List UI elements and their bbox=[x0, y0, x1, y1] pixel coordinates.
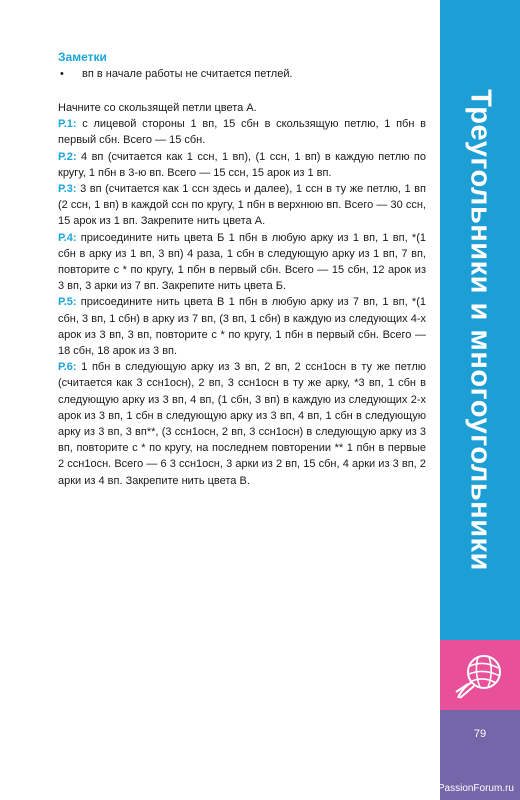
row-label: Р.1: bbox=[58, 118, 77, 131]
row-label: Р.4: bbox=[58, 231, 77, 244]
row-text: присоедините нить цвета В 1 пбн в любую арку из 7 вп, 1 вп, *(1 сбн, 3 вп, 1 сбн) в арку из 7 вп, (3 вп, 1 сбн) в каждую из следующих 4-х арок из 3 вп, 3 вп, повторите с * по кругу, 1 пбн в первый сбн. Всего — 18 сбн, 18 арок из 3 вп. bbox=[58, 296, 426, 358]
sidebar-icon-band bbox=[440, 640, 520, 710]
row-text: 1 пбн в следующую арку из 3 вп, 2 вп, 2 ссн1осн в ту же петлю (считается как 3 ссн1осн), 2 вп, 3 ссн1осн в ту же арку, *3 вп, 1 сбн в следующую арку из 3 вп, 4 вп, (1 сбн, 3 вп) в каждую из следующих 2-х арок из 3 вп, 1 сбн в следующую арку из 3 вп, 4 вп, 1 сбн в следующую арку из 3 вп, 3 вп**, (3 ссн1осн, 2 вп, 3 ссн1осн) в следующую арку из 3 вп, повторите с * по кругу, на последнем повторении ** 1 пбн в первые 2 ссн1осн. Всего — 6 3 ссн1осн, 3 арки из 2 вп, 15 сбн, 4 арки из 3 вп, 2 арки из 4 вп. Закрепите нить цвета В. bbox=[58, 361, 426, 487]
sidebar-page-band bbox=[437, 710, 520, 800]
row-text: присоедините нить цвета Б 1 пбн в любую арку из 1 вп, 1 вп, *(1 сбн в арку из 1 вп, 3 вп) 4 раза, 1 сбн в следующую арку из 1 вп, 7 вп, повторите с * по кругу, 1 пбн в первый сбн. Всего — 15 сбн, 12 арок из 3 вп, 3 арки из 7 вп. Закрепите нить цвета Б. bbox=[58, 231, 426, 293]
row-text: 4 вп (считается как 1 ссн, 1 вп), (1 ссн, 1 вп) в каждую петлю по кругу, 1 пбн в 3-ю вп. Всего — 15 ссн, 15 арок из 1 вп. bbox=[58, 150, 426, 179]
sidebar-title-band bbox=[440, 0, 520, 640]
row-label: Р.3: bbox=[58, 183, 77, 196]
row-4 bbox=[58, 230, 426, 295]
row-1 bbox=[58, 116, 426, 148]
chapter-title: Треугольники и многоугольники bbox=[464, 89, 497, 571]
row-5 bbox=[58, 294, 426, 359]
row-label: Р.5: bbox=[58, 296, 77, 309]
notes-bullet-text: вп в начале работы не считается петлей. bbox=[82, 68, 293, 80]
row-label: Р.2: bbox=[58, 150, 77, 163]
yarn-ball-icon bbox=[454, 648, 508, 702]
main-content bbox=[58, 50, 426, 489]
row-text: 3 вп (считается как 1 ссн здесь и далее), 1 ссн в ту же петлю, 1 вп (2 ссн, 1 вп) в каждой ссн по кругу, 1 пбн в верхнюю вп. Всего — 30 ссн, 15 арок из 1 вп. Закрепите нить цвета А. bbox=[58, 183, 426, 228]
row-3 bbox=[58, 181, 426, 230]
row-label: Р.6: bbox=[58, 361, 77, 374]
bullet-icon: • bbox=[60, 68, 64, 80]
intro-text: Начните со скользящей петли цвета А. bbox=[58, 102, 257, 114]
row-2 bbox=[58, 149, 426, 181]
notes-title: Заметки bbox=[58, 50, 107, 64]
watermark: PassionForum.ru bbox=[437, 783, 514, 794]
row-6 bbox=[58, 359, 426, 489]
page-number: 79 bbox=[473, 728, 487, 740]
row-text: с лицевой стороны 1 вп, 15 сбн в скользящую петлю, 1 пбн в первый сбн. Всего — 15 сбн. bbox=[58, 118, 426, 147]
notes-bullet bbox=[60, 66, 426, 82]
